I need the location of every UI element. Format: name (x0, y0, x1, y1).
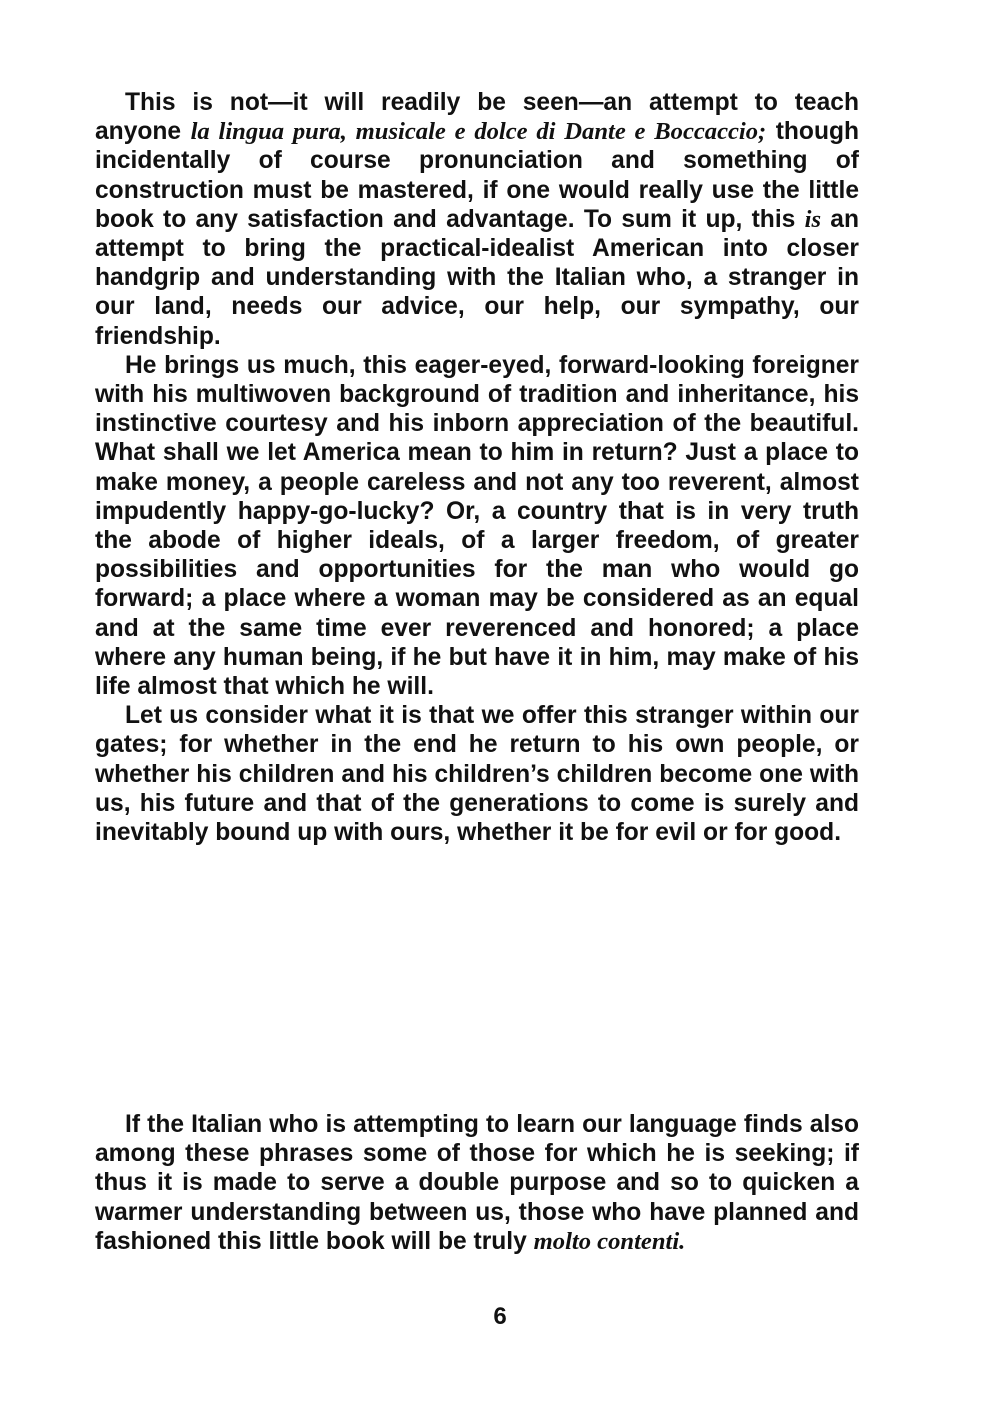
main-text (95, 88, 859, 847)
closing-text (95, 1110, 859, 1256)
paragraph-1: This is not—it will readily be seen—an attempt to teach anyone la lingua pura, musicale e dolce di Dante e Boccaccio; though incidentally of course pronunciation and something of construction must be mastered, if one would really use the little book to any satisfaction and advantage. To sum it up, this is an attempt to bring the practical-idealist American into closer handgrip and understanding with the Italian who, a stranger in our land, needs our advice, our help, our sympathy, our friendship. (95, 89, 860, 350)
paragraph-3: Let us consider what it is that we offer this stranger within our gates; for whether in the end he return to his own people, or whether his children and his children’s children become one with us, his future and that of the generations to come is surely and inevitably bound up with ours, whether it be for evil or for good. (95, 702, 859, 847)
page-number: 6 (493, 1303, 507, 1330)
closing-paragraph: If the Italian who is attempting to learn our language finds also among these phrases some of those for which he is seeking; if thus it is made to serve a double purpose and so to quicken a warmer understanding between us, those who have planned and fashioned this little book will be truly molto contenti. (95, 1111, 859, 1255)
paragraph-2: He brings us much, this eager-eyed, forward-looking foreigner with his multiwoven background of tradition and inheritance, his instinctive courtesy and his inborn appreciation of the beautiful. What shall we let America mean to him in return? Just a place to make money, a people careless and not any too reverent, almost impudently happy-go-lucky? Or, a country that is in very truth the abode of higher ideals, of a larger freedom, of greater possibilities and opportunities for the man who would go forward; a place where a woman may be considered as an equal and at the same time ever reverenced and honored; a place where any human being, if he but have it in him, may make of his life almost that which he will. (95, 351, 859, 701)
